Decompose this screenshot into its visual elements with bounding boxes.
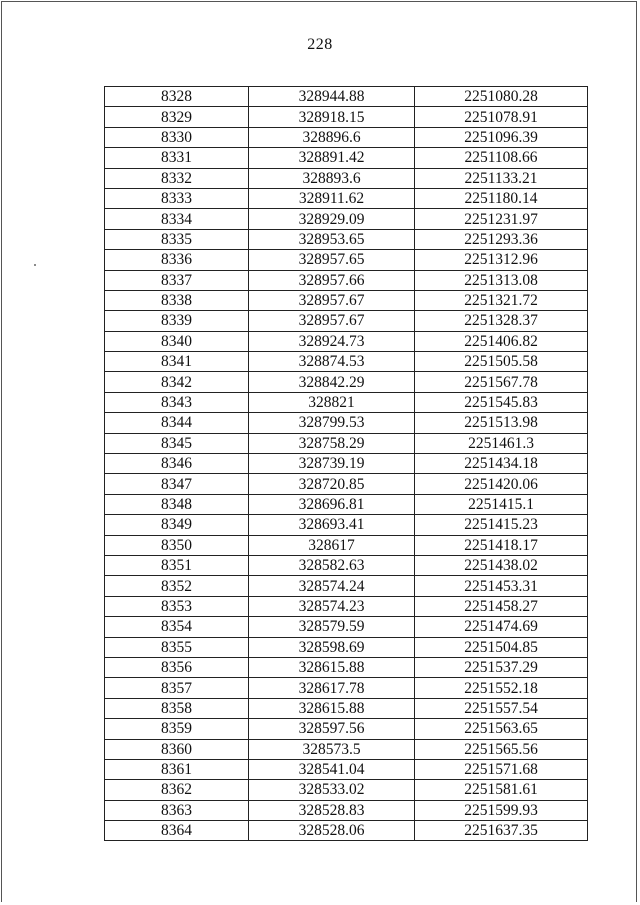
table-row: [105, 494, 588, 514]
x-coordinate-cell: 328528.83: [249, 800, 415, 820]
y-coordinate-cell: 2251565.56: [415, 739, 588, 759]
point-number-cell: 8362: [105, 780, 249, 800]
point-number-cell: 8347: [105, 474, 249, 494]
x-coordinate-cell: 328957.65: [249, 250, 415, 270]
y-coordinate-cell: 2251420.06: [415, 474, 588, 494]
x-coordinate-cell: 328918.15: [249, 107, 415, 127]
y-coordinate-cell: 2251504.85: [415, 637, 588, 657]
point-number-cell: 8339: [105, 311, 249, 331]
y-coordinate-cell: 2251415.23: [415, 515, 588, 535]
point-number-cell: 8333: [105, 188, 249, 208]
point-number-cell: 8328: [105, 87, 249, 107]
table-row: [105, 352, 588, 372]
y-coordinate-cell: 2251180.14: [415, 188, 588, 208]
point-number-cell: 8359: [105, 719, 249, 739]
point-number-cell: 8342: [105, 372, 249, 392]
table-row: [105, 657, 588, 677]
page-number: 228: [307, 36, 333, 53]
x-coordinate-cell: 328533.02: [249, 780, 415, 800]
x-coordinate-cell: 328821: [249, 392, 415, 412]
y-coordinate-cell: 2251321.72: [415, 290, 588, 310]
x-coordinate-cell: 328598.69: [249, 637, 415, 657]
table-row: [105, 454, 588, 474]
table-row: [105, 515, 588, 535]
table-row: [105, 168, 588, 188]
x-coordinate-cell: 328874.53: [249, 352, 415, 372]
x-coordinate-cell: 328957.67: [249, 311, 415, 331]
y-coordinate-cell: 2251537.29: [415, 657, 588, 677]
point-number-cell: 8357: [105, 678, 249, 698]
table-row: [105, 311, 588, 331]
table-row: [105, 821, 588, 841]
point-number-cell: 8334: [105, 209, 249, 229]
y-coordinate-cell: 2251567.78: [415, 372, 588, 392]
table-row: [105, 637, 588, 657]
point-number-cell: 8349: [105, 515, 249, 535]
y-coordinate-cell: 2251418.17: [415, 535, 588, 555]
y-coordinate-cell: 2251133.21: [415, 168, 588, 188]
x-coordinate-cell: 328957.66: [249, 270, 415, 290]
x-coordinate-cell: 328944.88: [249, 87, 415, 107]
coordinates-table-body: [105, 87, 588, 841]
table-row: [105, 229, 588, 249]
x-coordinate-cell: 328696.81: [249, 494, 415, 514]
table-row: [105, 780, 588, 800]
x-coordinate-cell: 328929.09: [249, 209, 415, 229]
table-row: [105, 250, 588, 270]
table-row: [105, 392, 588, 412]
x-coordinate-cell: 328911.62: [249, 188, 415, 208]
x-coordinate-cell: 328891.42: [249, 148, 415, 168]
y-coordinate-cell: 2251312.96: [415, 250, 588, 270]
point-number-cell: 8341: [105, 352, 249, 372]
x-coordinate-cell: 328573.5: [249, 739, 415, 759]
x-coordinate-cell: 328615.88: [249, 698, 415, 718]
table-row: [105, 617, 588, 637]
point-number-cell: 8344: [105, 413, 249, 433]
x-coordinate-cell: 328574.23: [249, 596, 415, 616]
table-row: [105, 188, 588, 208]
point-number-cell: 8358: [105, 698, 249, 718]
y-coordinate-cell: 2251231.97: [415, 209, 588, 229]
y-coordinate-cell: 2251453.31: [415, 576, 588, 596]
x-coordinate-cell: 328953.65: [249, 229, 415, 249]
table-row: [105, 127, 588, 147]
x-coordinate-cell: 328579.59: [249, 617, 415, 637]
y-coordinate-cell: 2251080.28: [415, 87, 588, 107]
table-row: [105, 270, 588, 290]
y-coordinate-cell: 2251581.61: [415, 780, 588, 800]
x-coordinate-cell: 328842.29: [249, 372, 415, 392]
y-coordinate-cell: 2251078.91: [415, 107, 588, 127]
table-row: [105, 107, 588, 127]
point-number-cell: 8355: [105, 637, 249, 657]
y-coordinate-cell: 2251461.3: [415, 433, 588, 453]
table-row: [105, 678, 588, 698]
x-coordinate-cell: 328541.04: [249, 759, 415, 779]
y-coordinate-cell: 2251545.83: [415, 392, 588, 412]
table-row: [105, 576, 588, 596]
y-coordinate-cell: 2251293.36: [415, 229, 588, 249]
point-number-cell: 8364: [105, 821, 249, 841]
x-coordinate-cell: 328615.88: [249, 657, 415, 677]
x-coordinate-cell: 328720.85: [249, 474, 415, 494]
x-coordinate-cell: 328799.53: [249, 413, 415, 433]
x-coordinate-cell: 328924.73: [249, 331, 415, 351]
y-coordinate-cell: 2251328.37: [415, 311, 588, 331]
table-row: [105, 413, 588, 433]
point-number-cell: 8338: [105, 290, 249, 310]
y-coordinate-cell: 2251513.98: [415, 413, 588, 433]
point-number-cell: 8332: [105, 168, 249, 188]
y-coordinate-cell: 2251438.02: [415, 555, 588, 575]
x-coordinate-cell: 328528.06: [249, 821, 415, 841]
y-coordinate-cell: 2251415.1: [415, 494, 588, 514]
x-coordinate-cell: 328739.19: [249, 454, 415, 474]
y-coordinate-cell: 2251434.18: [415, 454, 588, 474]
table-row: [105, 474, 588, 494]
point-number-cell: 8356: [105, 657, 249, 677]
x-coordinate-cell: 328758.29: [249, 433, 415, 453]
x-coordinate-cell: 328957.67: [249, 290, 415, 310]
point-number-cell: 8361: [105, 759, 249, 779]
point-number-cell: 8348: [105, 494, 249, 514]
table-row: [105, 719, 588, 739]
x-coordinate-cell: 328896.6: [249, 127, 415, 147]
point-number-cell: 8337: [105, 270, 249, 290]
y-coordinate-cell: 2251096.39: [415, 127, 588, 147]
point-number-cell: 8340: [105, 331, 249, 351]
table-row: [105, 290, 588, 310]
point-number-cell: 8350: [105, 535, 249, 555]
point-number-cell: 8335: [105, 229, 249, 249]
table-row: [105, 596, 588, 616]
point-number-cell: 8331: [105, 148, 249, 168]
table-row: [105, 433, 588, 453]
point-number-cell: 8352: [105, 576, 249, 596]
table-row: [105, 555, 588, 575]
point-number-cell: 8329: [105, 107, 249, 127]
y-coordinate-cell: 2251458.27: [415, 596, 588, 616]
point-number-cell: 8336: [105, 250, 249, 270]
table-row: [105, 800, 588, 820]
table-row: [105, 739, 588, 759]
x-coordinate-cell: 328617: [249, 535, 415, 555]
table-row: [105, 759, 588, 779]
x-coordinate-cell: 328893.6: [249, 168, 415, 188]
y-coordinate-cell: 2251637.35: [415, 821, 588, 841]
y-coordinate-cell: 2251474.69: [415, 617, 588, 637]
x-coordinate-cell: 328597.56: [249, 719, 415, 739]
point-number-cell: 8330: [105, 127, 249, 147]
x-coordinate-cell: 328582.63: [249, 555, 415, 575]
y-coordinate-cell: 2251563.65: [415, 719, 588, 739]
point-number-cell: 8354: [105, 617, 249, 637]
point-number-cell: 8360: [105, 739, 249, 759]
table-row: [105, 331, 588, 351]
point-number-cell: 8343: [105, 392, 249, 412]
table-row: [105, 209, 588, 229]
point-number-cell: 8345: [105, 433, 249, 453]
point-number-cell: 8351: [105, 555, 249, 575]
y-coordinate-cell: 2251406.82: [415, 331, 588, 351]
y-coordinate-cell: 2251557.54: [415, 698, 588, 718]
point-number-cell: 8363: [105, 800, 249, 820]
table-row: [105, 698, 588, 718]
y-coordinate-cell: 2251505.58: [415, 352, 588, 372]
x-coordinate-cell: 328617.78: [249, 678, 415, 698]
table-row: [105, 535, 588, 555]
coordinates-table: [104, 86, 588, 841]
y-coordinate-cell: 2251571.68: [415, 759, 588, 779]
y-coordinate-cell: 2251552.18: [415, 678, 588, 698]
table-row: [105, 87, 588, 107]
y-coordinate-cell: 2251313.08: [415, 270, 588, 290]
scan-speck: [34, 264, 36, 266]
table-row: [105, 372, 588, 392]
point-number-cell: 8346: [105, 454, 249, 474]
x-coordinate-cell: 328693.41: [249, 515, 415, 535]
table-row: [105, 148, 588, 168]
y-coordinate-cell: 2251108.66: [415, 148, 588, 168]
point-number-cell: 8353: [105, 596, 249, 616]
x-coordinate-cell: 328574.24: [249, 576, 415, 596]
y-coordinate-cell: 2251599.93: [415, 800, 588, 820]
